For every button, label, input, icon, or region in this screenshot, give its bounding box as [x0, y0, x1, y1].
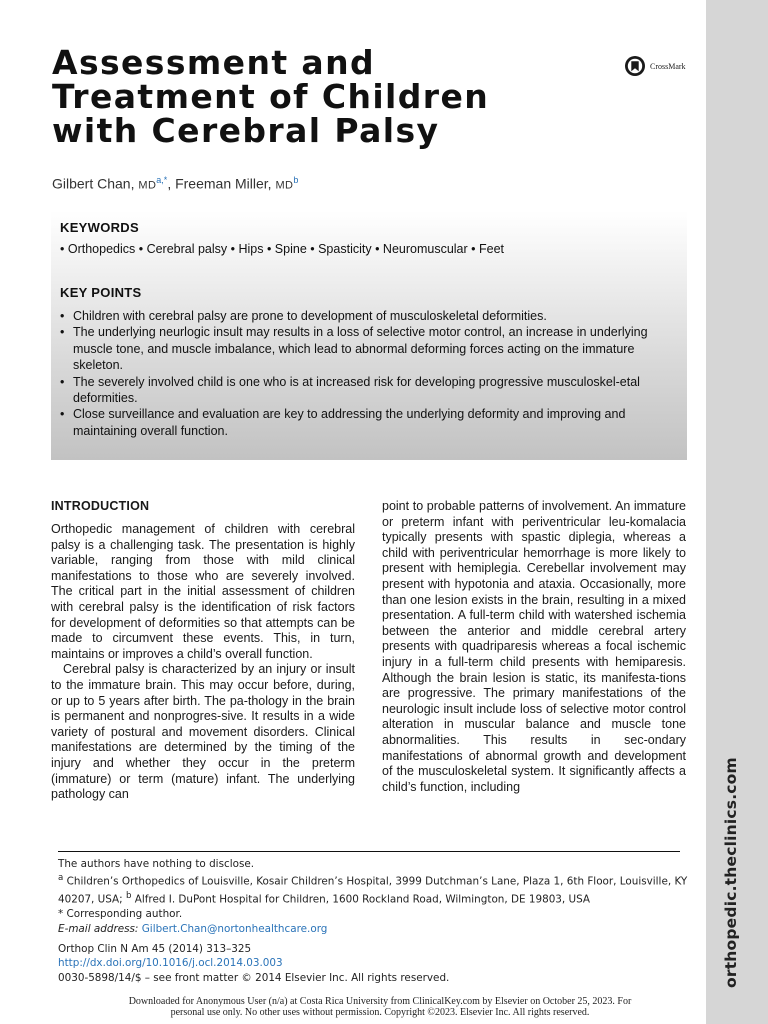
- download-notice: Downloaded for Anonymous User (n/a) at Costa Rica University from ClinicalKey.com by Elsevier on October 25, 2023. For personal use only. No other uses without permission. Copyright ©2023. Elsevier Inc. All rights reserved.: [128, 996, 632, 1018]
- key-points-list: [60, 308, 684, 439]
- key-point-item: • Children with cerebral palsy are prone to development of musculoskeletal deformities.: [60, 308, 684, 324]
- email-link[interactable]: Gilbert.Chan@nortonhealthcare.org: [141, 922, 328, 935]
- corresponding-author-note: * Corresponding author.: [58, 908, 183, 921]
- introduction-paragraph-1: Orthopedic management of children with cerebral palsy is a challenging task. The presentation is highly variable, ranging from those with mild clinical manifestations to those who are severely involved. The critical part in the initial assessment of children with cerebral palsy is the identification of risk factors for development of deformities so that attempts can be made to circumvent these events. This, in turn, maintains or improves a child’s overall function.: [51, 522, 355, 661]
- crossmark-icon: [624, 55, 646, 77]
- title-line-3: with Cerebral Palsy: [52, 111, 440, 150]
- author-name-2: Freeman Miller,: [175, 175, 272, 192]
- footnote-divider: [58, 851, 680, 852]
- crossmark-label: CrossMark: [650, 61, 686, 71]
- author-line: [52, 175, 298, 192]
- key-point-item: • Close surveillance and evaluation are key to addressing the underlying deformity and improving and maintaining overall function.: [60, 406, 684, 439]
- author-credential-1: MD: [138, 179, 157, 192]
- keywords-keypoints-box: [51, 211, 687, 460]
- email-line: [58, 922, 688, 936]
- title-line-1: Assessment and: [52, 43, 375, 82]
- introduction-heading: INTRODUCTION: [51, 499, 150, 513]
- key-point-item: • The severely involved child is one who is at increased risk for developing progressive musculoskel-etal deformities.: [60, 374, 684, 407]
- keywords-list: • Orthopedics • Cerebral palsy • Hips • Spine • Spasticity • Neuromuscular • Feet: [60, 242, 505, 256]
- affiliation-a: Children’s Orthopedics of Louisville, Kosair Children’s Hospital, 3999 Dutchman’s Lane, Plaza 1, 6th Floor, Louisville, KY 40207, USA;: [58, 875, 688, 906]
- keywords-heading: KEYWORDS: [60, 220, 139, 235]
- copyright-line: 0030-5898/14/$ – see front matter © 2014 Elsevier Inc. All rights reserved.: [58, 971, 450, 984]
- body-column-right: [382, 499, 686, 795]
- affiliation-b-marker: b: [125, 891, 132, 902]
- introduction-paragraph-2: Cerebral palsy is characterized by an injury or insult to the immature brain. This may occur before, during, or up to 5 years after birth. The pa-thology in the brain is permanent and nonprogres-sive. It results in a wide variety of postural and movement disorders. Clinical manifestations are determined by the timing of the injury and whether they occur in the preterm (immature) or term (mature) infant. The underlying pathology can: [51, 662, 355, 802]
- author-affiliation-marker-2[interactable]: b: [293, 175, 299, 185]
- introduction-paragraph-3: point to probable patterns of involvement. An immature or preterm infant with periventricular leu-komalacia typically presents with spastic diplegia, whereas a child with periventricular hemorrhage is more likely to present with hemiplegia. Cerebellar involvement may present with hypotonia and ataxia. Occasionally, more than one lesion exists in the brain, resulting in a mixed presentation. A full-term child with watershed ischemia between the anterior and middle cerebral artery presents with quadriparesis whereas a focal ischemic injury in a full-term child presents with hemiparesis. Although the brain lesion is static, its manifesta-tions are progressive. The primary manifestations of the neurologic insult include loss of selective motor control alteration in muscular balance and muscle tone abnormalities. This results in sec-ondary manifestations of abnormal growth and development of the musculoskeletal system. It significantly affects a child’s function, including: [382, 499, 686, 794]
- doi-link[interactable]: http://dx.doi.org/10.1016/j.ocl.2014.03.003: [58, 957, 283, 970]
- body-column-left: [51, 499, 355, 803]
- article-title: [52, 43, 572, 150]
- crossmark-badge[interactable]: [624, 54, 686, 78]
- email-label: E-mail address:: [58, 922, 139, 935]
- footnotes: [58, 857, 688, 985]
- title-line-2: Treatment of Children: [52, 77, 490, 116]
- journal-url-vertical: orthopedic.theclinics.com: [722, 757, 740, 988]
- author-credential-2: MD: [275, 179, 294, 192]
- author-affiliation-marker-1[interactable]: a,*: [156, 175, 168, 185]
- affiliations: [58, 871, 688, 907]
- affiliation-a-marker: a: [58, 873, 64, 884]
- disclosure-note: The authors have nothing to disclose.: [58, 858, 255, 870]
- affiliation-b: Alfred I. DuPont Hospital for Children, 1600 Rockland Road, Wilmington, DE 19803, USA: [131, 893, 591, 906]
- author-separator: ,: [167, 175, 172, 192]
- journal-citation: Orthop Clin N Am 45 (2014) 313–325: [58, 942, 252, 955]
- key-points-heading: KEY POINTS: [60, 285, 142, 300]
- author-name-1: Gilbert Chan,: [52, 175, 135, 192]
- key-point-item: • The underlying neurlogic insult may results in a loss of selective motor control, an increase in underlying muscle tone, and muscle imbalance, which lead to abnormal deforming forces acting on the immature skeleton.: [60, 324, 684, 373]
